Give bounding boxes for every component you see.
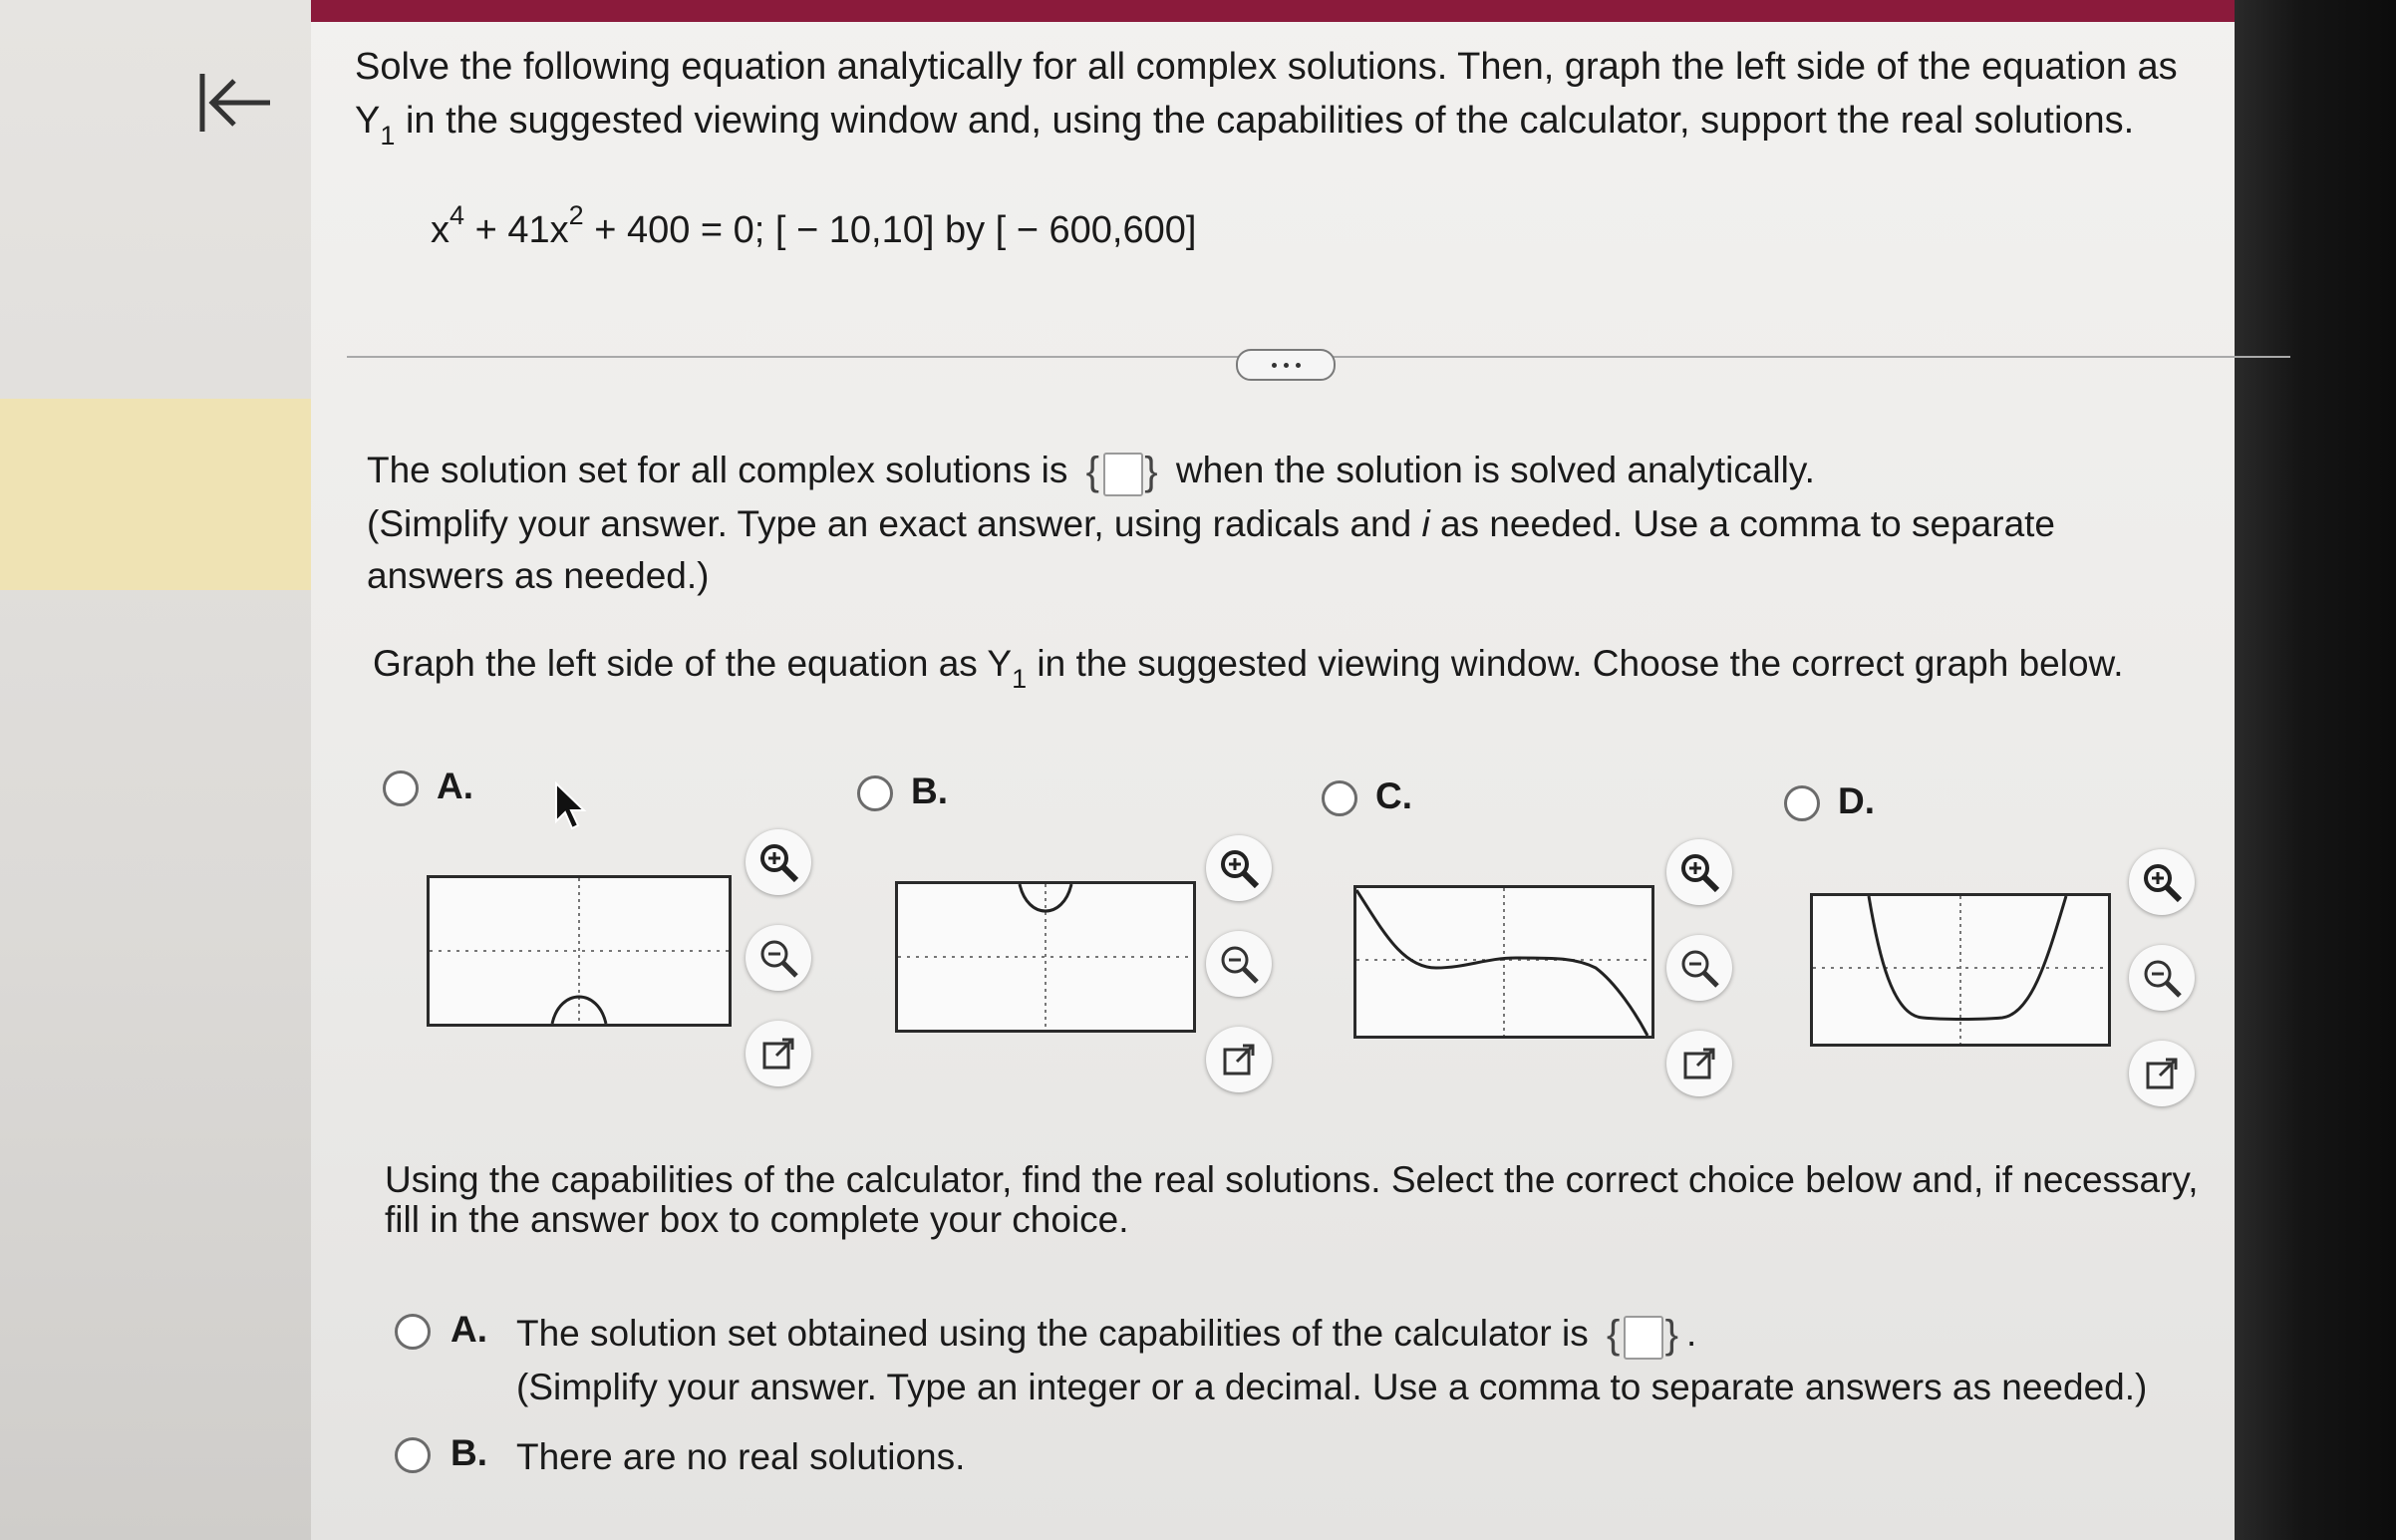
- part3-text: [385, 1154, 2239, 1246]
- part1-line-1: The solution set for all complex solutions is { } when the solution is solved analytically.: [367, 445, 2241, 498]
- external-link-icon: [1679, 1044, 1719, 1083]
- part1-instructions: (Simplify your answer. Type an exact answer, using radicals and i as needed. Use a comma to separate: [367, 503, 2056, 545]
- external-link-icon: [2142, 1054, 2182, 1093]
- graph-d-open-button[interactable]: [2129, 1041, 2195, 1106]
- graph-a-zoom-out-button[interactable]: [746, 925, 811, 991]
- zoom-out-icon: [2140, 956, 2184, 1000]
- real-option-a-label: A.: [450, 1309, 487, 1350]
- part3-line-2: fill in the answer box to complete your choice.: [385, 1199, 1129, 1240]
- real-option-a-instructions: (Simplify your answer. Type an integer or a decimal. Use a comma to separate answers as needed.): [516, 1367, 2148, 1408]
- real-option-a-line: The solution set obtained using the capabilities of the calculator is { } .: [516, 1308, 2231, 1362]
- graph-option-c-radio[interactable]: [1322, 780, 1357, 816]
- external-link-icon: [758, 1034, 798, 1074]
- left-rail: [0, 0, 311, 1540]
- graph-option-b-radio[interactable]: [857, 775, 893, 811]
- real-option-a-text: [516, 1308, 2231, 1413]
- zoom-in-icon: [2140, 860, 2184, 904]
- graph-option-d[interactable]: [1810, 893, 2111, 1047]
- mouse-cursor-icon: [554, 781, 588, 836]
- zoom-out-icon: [756, 936, 800, 980]
- part3-line-1: Using the capabilities of the calculator, find the real solutions. Select the correct choice below and, if necessary,: [385, 1159, 2199, 1200]
- graph-option-a-radio[interactable]: [383, 770, 419, 806]
- graph-option-c[interactable]: [1353, 885, 1654, 1039]
- question-highlight: [0, 399, 317, 590]
- graph-d-zoom-in-button[interactable]: [2129, 849, 2195, 915]
- zoom-in-icon: [1677, 850, 1721, 894]
- zoom-out-icon: [1677, 946, 1721, 990]
- graph-c-open-button[interactable]: [1666, 1031, 1732, 1096]
- zoom-out-icon: [1217, 942, 1261, 986]
- more-button[interactable]: [1236, 349, 1336, 381]
- prompt-line-1: Solve the following equation analytically for all complex solutions. Then, graph the left side of the equation as: [355, 46, 2178, 88]
- graph-c-zoom-in-button[interactable]: [1666, 839, 1732, 905]
- graph-option-d-label: D.: [1838, 780, 1875, 821]
- real-option-b-label: B.: [450, 1432, 487, 1473]
- back-arrow-icon: [194, 68, 274, 138]
- real-solution-answer-box[interactable]: { }: [1607, 1310, 1678, 1362]
- graph-d-zoom-out-button[interactable]: [2129, 945, 2195, 1011]
- graph-option-b-label: B.: [911, 770, 948, 811]
- graph-a-zoom-in-button[interactable]: [746, 829, 811, 895]
- graph-option-c-label: C.: [1375, 775, 1412, 816]
- prompt-line-2: $Y_1$ in the suggested viewing window and, using the capabilities of the calculator, support the real solutions.: [355, 100, 2135, 151]
- part1-instructions-cont: answers as needed.): [367, 555, 710, 597]
- graph-b-zoom-in-button[interactable]: [1206, 835, 1272, 901]
- screen-bezel: [2235, 0, 2396, 1540]
- real-option-a-radio[interactable]: [395, 1314, 431, 1350]
- part2-text: Graph the left side of the equation as $Y_1$ in the suggested viewing window. Choose the correct graph below.: [373, 643, 2124, 694]
- back-button[interactable]: [189, 58, 279, 148]
- real-option-b-text: There are no real solutions.: [516, 1436, 966, 1477]
- top-accent-bar: [311, 0, 2264, 22]
- zoom-in-icon: [1217, 846, 1261, 890]
- graph-option-a[interactable]: [427, 875, 732, 1027]
- graph-b-zoom-out-button[interactable]: [1206, 931, 1272, 997]
- question-prompt: [355, 40, 2248, 151]
- complex-solution-answer-box[interactable]: { }: [1086, 447, 1158, 498]
- part1-text: [367, 445, 2241, 602]
- graph-option-d-radio[interactable]: [1784, 785, 1820, 821]
- graph-option-a-label: A.: [437, 766, 473, 806]
- external-link-icon: [1219, 1040, 1259, 1079]
- graph-a-open-button[interactable]: [746, 1021, 811, 1086]
- zoom-in-icon: [756, 840, 800, 884]
- equation: $x^4 + 41x^2 + 400 = 0$; [ − 10,10] by [ − 600,600]: [431, 200, 1197, 251]
- graph-c-zoom-out-button[interactable]: [1666, 935, 1732, 1001]
- graph-b-open-button[interactable]: [1206, 1027, 1272, 1092]
- more-dots-icon: [1272, 363, 1301, 368]
- graph-option-b[interactable]: [895, 881, 1196, 1033]
- real-option-b-radio[interactable]: [395, 1437, 431, 1473]
